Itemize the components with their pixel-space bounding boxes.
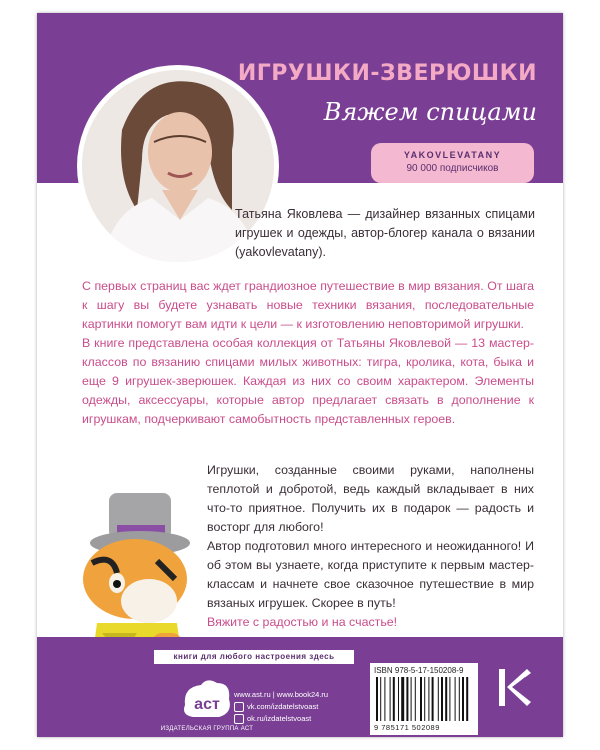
body-paragraph: Автор подготовил много интересного и неожиданного! И об этом вы узнаете, когда приступите к первым мастер-классам и начнете свое сказочное путешествие в мир вязаных игрушек. Скорее в путь! [207, 539, 534, 610]
closing-line: Вяжите с радостью и на счастье! [207, 615, 398, 629]
description-block [82, 277, 534, 429]
publisher-name: ИЗДАТЕЛЬСКАЯ ГРУППА АСТ [160, 726, 254, 732]
barcode-bar [406, 677, 408, 721]
barcode-bar [462, 677, 464, 721]
barcode-bar [384, 677, 385, 721]
description-paragraph: С первых страниц вас ждет грандиозное путешествие в мир вязания. От шага к шагу вы будете узнавать новые техники вязания, последовательные картинки помогут вам идти к цели — к изготовлению неповторимой игрушки. [82, 279, 534, 331]
barcode-bar [449, 677, 450, 721]
barcode-bar [432, 677, 434, 721]
barcode-bar [445, 677, 447, 721]
barcode-bar [438, 677, 439, 721]
website-links[interactable]: www.ast.ru | www.book24.ru [234, 690, 329, 699]
barcode-bar [393, 677, 395, 721]
barcode-bar [428, 677, 429, 721]
ast-logo-text: аст [194, 696, 220, 713]
book-back-cover [37, 13, 563, 737]
k-publisher-logo [495, 665, 535, 710]
barcode-number: 9 785171 502089 [374, 723, 440, 732]
book-subtitle: Вяжем спицами [323, 98, 537, 126]
barcode-bar [420, 677, 422, 721]
ast-logo [175, 673, 239, 733]
barcode-bar [390, 677, 391, 721]
body-text-block [207, 461, 534, 632]
isbn-text: ISBN 978-5-17-150208-9 [374, 666, 464, 675]
barcode-bar [411, 677, 412, 721]
barcode-bar [376, 677, 378, 721]
book-title: ИГРУШКИ-ЗВЕРЮШКИ [237, 61, 537, 86]
barcode-bar [459, 677, 460, 721]
barcode-bar [466, 677, 468, 721]
barcode [374, 677, 474, 723]
barcode-bar [441, 677, 443, 721]
barcode-bar [380, 677, 381, 721]
ok-icon [234, 714, 244, 724]
subscriber-count: 90 000 подписчиков [406, 163, 499, 174]
barcode-bar [415, 677, 416, 721]
subscriber-badge [371, 143, 534, 183]
ok-link[interactable]: ok.ru/izdatelstvoast [234, 713, 384, 725]
barcode-bar [424, 677, 425, 721]
description-paragraph: В книге представлена особая коллекция от Татьяны Яковлевой — 13 мастер-классов по вязанию спицами милых животных: тигра, кролика, кота, быка и еще 9 игрушек-зверюшек. Каждая из них со своим характером. Элементы одежды, аксессуары, которые автор предлагает связать в дополнение к игрушкам, подчеркивают самобытность представленных героев. [82, 336, 534, 426]
vk-icon [234, 702, 244, 712]
author-handle: YAKOVLEVATANY [403, 150, 502, 160]
publisher-tagline: книги для любого настроения здесь [154, 650, 354, 664]
barcode-bar [401, 677, 404, 721]
body-paragraph: Игрушки, созданные своими руками, наполнены теплотой и добротой, ведь каждый вкладывает в них что-то приятное. Получить их в подарок — радость и восторг для любого! [207, 463, 534, 534]
vk-link[interactable]: vk.com/izdatelstvoast [234, 701, 384, 713]
barcode-bar [398, 677, 399, 721]
author-bio: Татьяна Яковлева — дизайнер вязанных спицами игрушек и одежды, автор-блогер канала о вязании (yakovlevatany). [235, 207, 535, 259]
publisher-links [234, 689, 384, 725]
isbn-barcode-box [370, 663, 478, 735]
barcode-bar [455, 677, 456, 721]
